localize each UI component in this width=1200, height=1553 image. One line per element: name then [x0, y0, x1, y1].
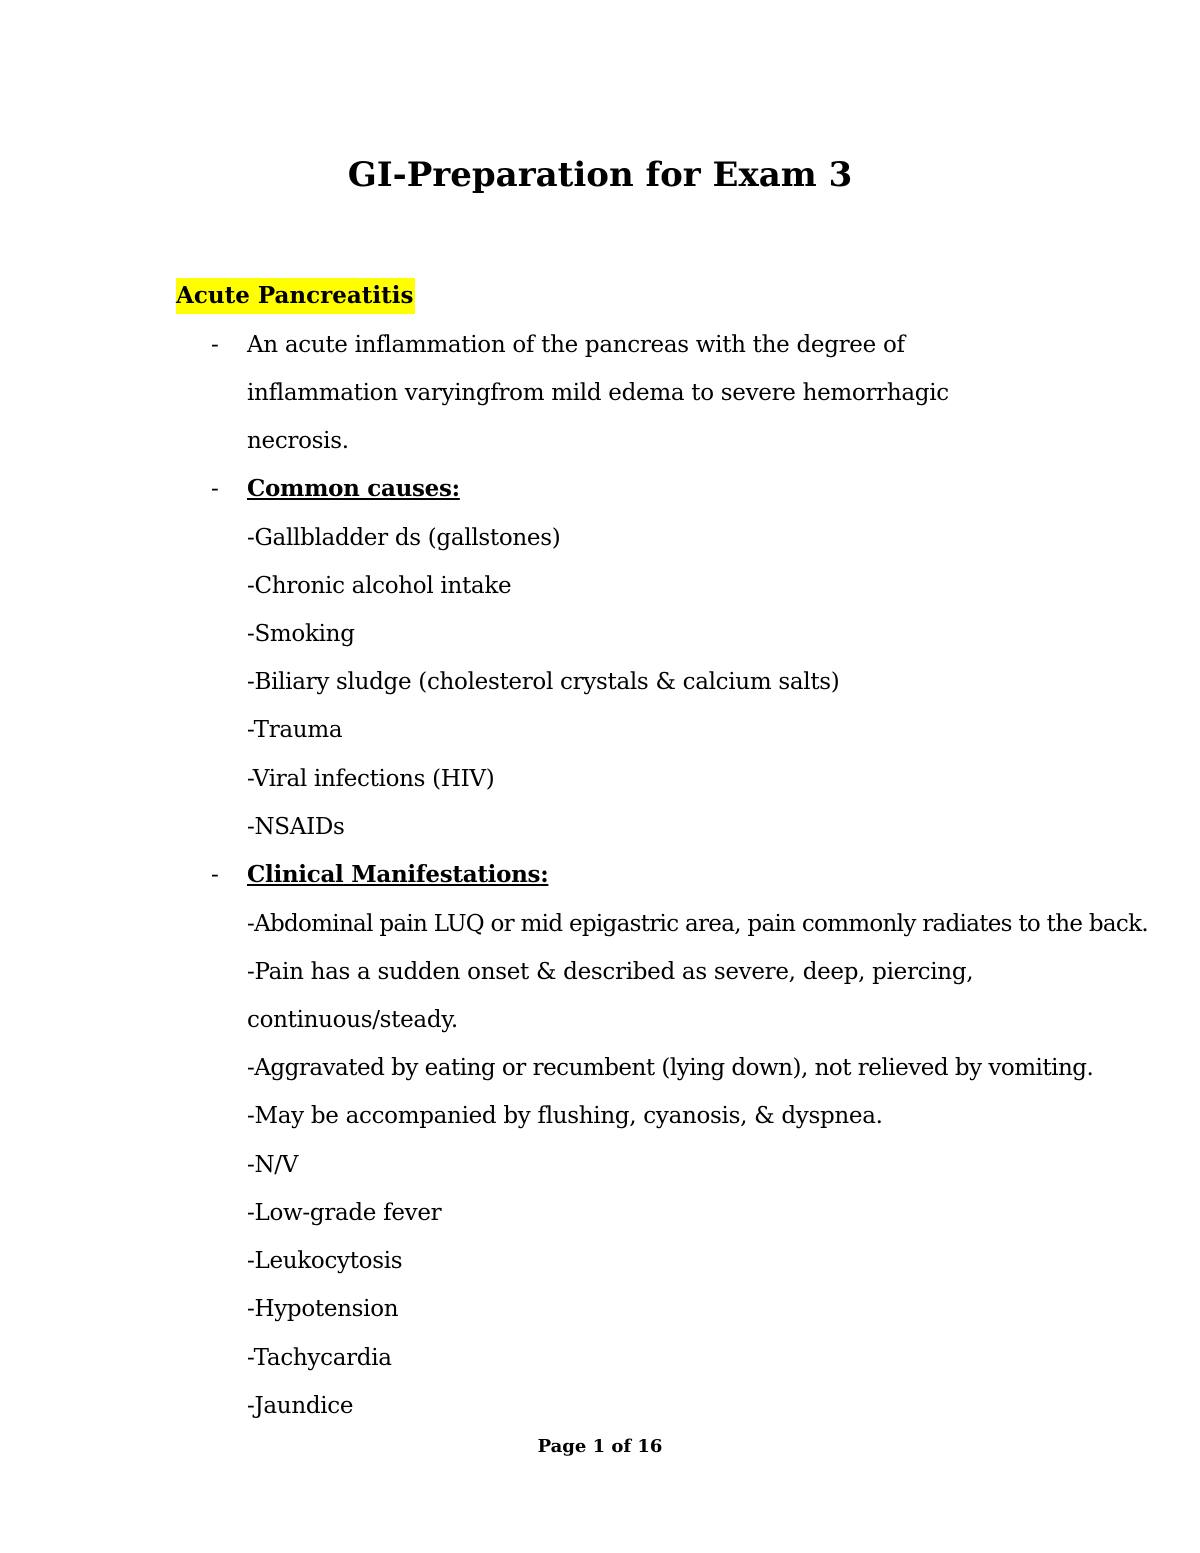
cause-item: -Viral infections (HIV) [247, 766, 495, 792]
page-number-footer: Page 1 of 16 [537, 1436, 663, 1457]
cause-item: -Gallbladder ds (gallstones) [247, 525, 561, 551]
manifestation-item: -Jaundice [247, 1393, 354, 1419]
manifestation-item: continuous/steady. [247, 1007, 458, 1033]
manifestation-item: -N/V [247, 1152, 299, 1178]
definition-line: necrosis. [247, 428, 349, 454]
manifestation-item: -Pain has a sudden onset & described as severe, deep, piercing, [247, 959, 974, 985]
cause-item: -Smoking [247, 621, 355, 647]
manifestation-item: -Abdominal pain LUQ or mid epigastric area, pain commonly radiates to the back. [247, 911, 1148, 937]
cause-item: -NSAIDs [247, 814, 345, 840]
cause-item: -Biliary sludge (cholesterol crystals & calcium salts) [247, 669, 840, 695]
manifestation-item: -Tachycardia [247, 1345, 392, 1371]
manifestation-item: -Leukocytosis [247, 1248, 403, 1274]
bullet-dash: - [211, 476, 219, 502]
clinical-manifestations-heading: Clinical Manifestations: [247, 861, 549, 888]
manifestation-item: -Aggravated by eating or recumbent (lying down), not relieved by vomiting. [247, 1055, 1094, 1081]
manifestation-item: -May be accompanied by flushing, cyanosis, & dyspnea. [247, 1103, 883, 1129]
definition-line: inflammation varyingfrom mild edema to severe hemorrhagic [247, 380, 949, 406]
definition-line: An acute inflammation of the pancreas with the degree of [247, 332, 905, 358]
cause-item: -Chronic alcohol intake [247, 573, 512, 599]
document-title: GI-Preparation for Exam 3 [347, 155, 853, 195]
cause-item: -Trauma [247, 717, 343, 743]
manifestation-item: -Low-grade fever [247, 1200, 442, 1226]
bullet-dash: - [211, 332, 219, 358]
manifestation-item: -Hypotension [247, 1296, 399, 1322]
bullet-dash: - [211, 862, 219, 888]
section-heading-acute-pancreatitis: Acute Pancreatitis [176, 278, 415, 314]
common-causes-heading: Common causes: [247, 475, 460, 502]
